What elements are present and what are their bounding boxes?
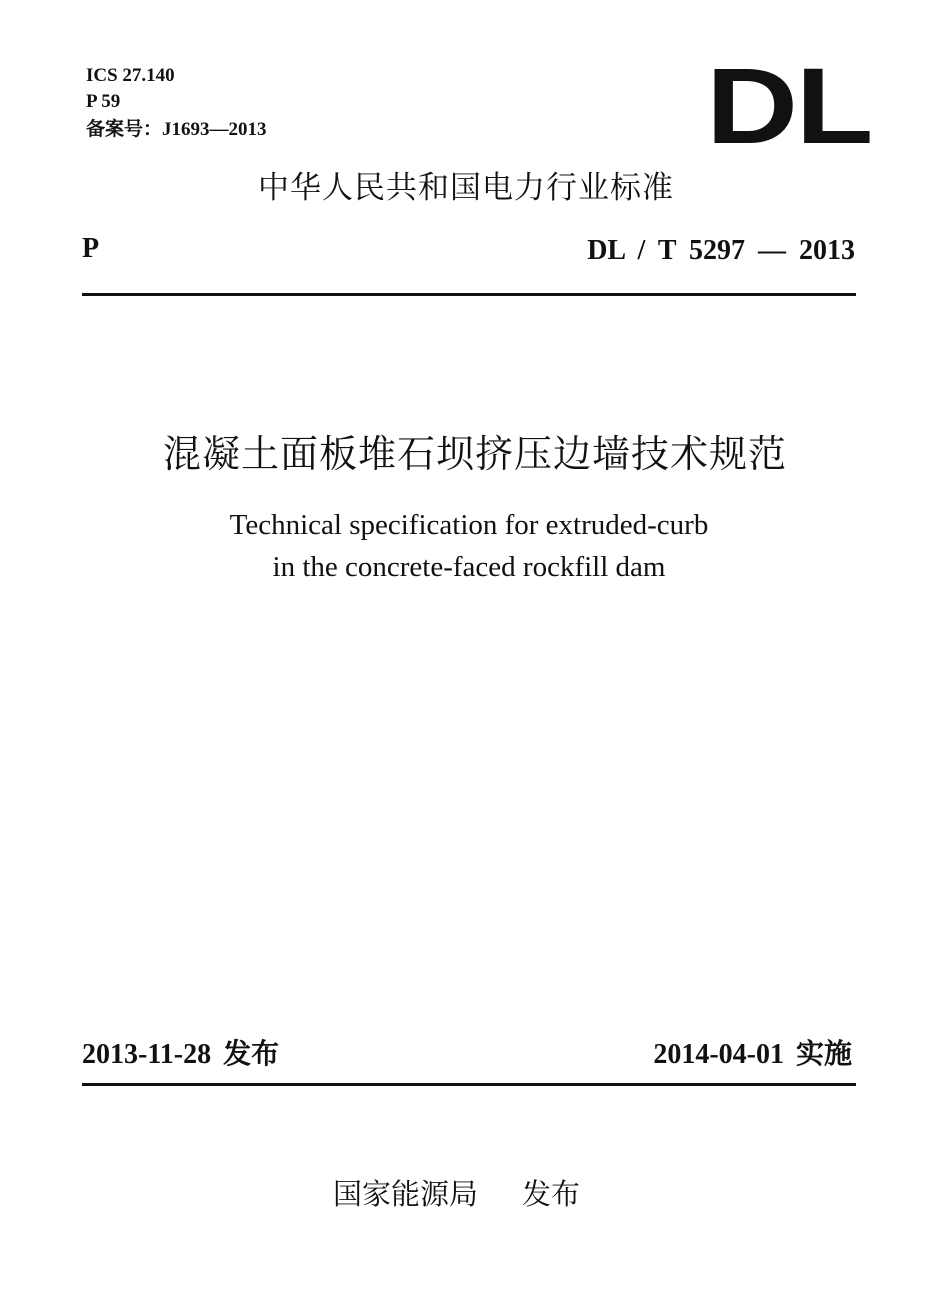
implement-date: 2014-04-01 <box>653 1039 784 1070</box>
implement-label: 实施 <box>795 1037 852 1070</box>
issue-date-block <box>82 1036 279 1073</box>
top-divider <box>82 293 856 296</box>
ics-code: ICS 27.140 <box>86 65 175 86</box>
bottom-divider <box>82 1083 856 1086</box>
issuer-name: 国家能源局 <box>333 1177 479 1211</box>
implement-date-block <box>653 1036 852 1073</box>
issuer-label: 发布 <box>522 1177 581 1211</box>
industry-standard-heading: 中华人民共和国电力行业标准 <box>258 170 674 206</box>
title-chinese: 混凝土面板堆石坝挤压边墙技术规范 <box>162 432 787 476</box>
title-english-line1: Technical specification for extruded-curb <box>229 509 709 541</box>
issue-date: 2013-11-28 <box>82 1039 212 1070</box>
issue-label: 发布 <box>223 1037 280 1070</box>
title-english-line2: in the concrete-faced rockfill dam <box>272 551 666 583</box>
standard-number: DL / T 5297 — 2013 <box>587 235 855 266</box>
issuer-block <box>333 1174 580 1214</box>
classification-code: P <box>82 233 100 264</box>
ccs-code: P 59 <box>86 91 121 112</box>
record-number: 备案号：J1693—2013 <box>86 119 267 140</box>
dl-logo: DL <box>706 45 872 166</box>
